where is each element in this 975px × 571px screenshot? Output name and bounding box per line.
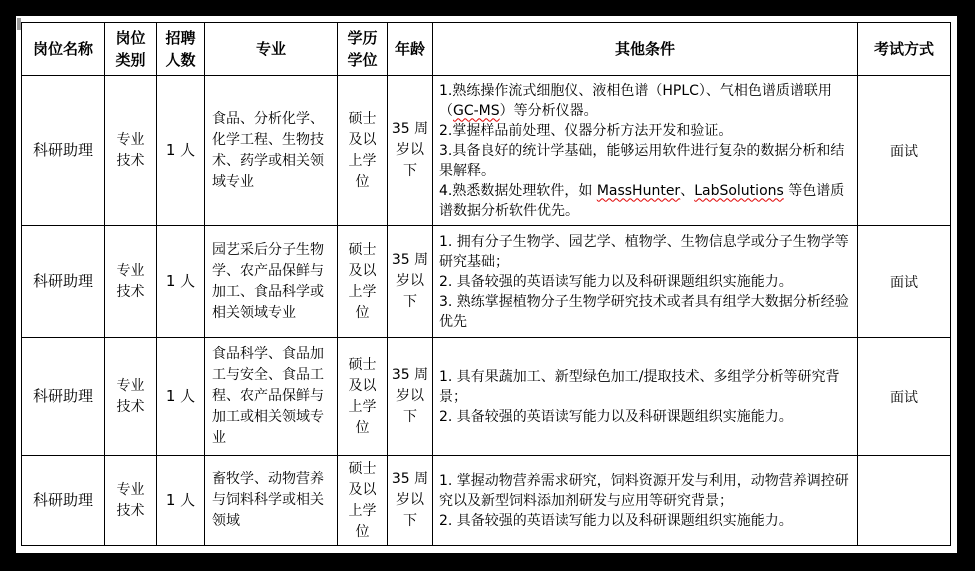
exam-cell: 面试 — [858, 76, 951, 226]
position-cell: 科研助理 — [22, 338, 105, 456]
conditions-cell — [433, 456, 858, 546]
headcount-cell: 1 人 — [157, 226, 205, 338]
headcount-cell: 1 人 — [157, 456, 205, 546]
degree-cell: 硕士及以上学位 — [338, 456, 388, 546]
major-cell: 园艺采后分子生物学、农产品保鲜与加工、食品科学或相关领域专业 — [205, 226, 338, 338]
header-exam: 考试方式 — [858, 23, 951, 76]
condition-line: 2. 具备较强的英语读写能力以及科研课题组织实施能力。 — [439, 408, 793, 425]
job-row — [22, 226, 951, 338]
condition-line: 4.熟悉数据处理软件，如 MassHunter、LabSolutions 等色谱质谱数据分析软件优先。 — [439, 182, 845, 219]
position-cell: 科研助理 — [22, 76, 105, 226]
header-headcount: 招聘人数 — [157, 23, 205, 76]
header-degree: 学历学位 — [338, 23, 388, 76]
degree-cell: 硕士及以上学位 — [338, 338, 388, 456]
age-cell: 35 周岁以下 — [388, 338, 433, 456]
condition-line: 1. 拥有分子生物学、园艺学、植物学、生物信息学或分子生物学等研究基础； — [439, 233, 849, 270]
age-cell: 35 周岁以下 — [388, 456, 433, 546]
header-category: 岗位类别 — [105, 23, 157, 76]
header-age: 年龄 — [388, 23, 433, 76]
recruitment-table — [21, 22, 951, 546]
condition-line: 2. 具备较强的英语读写能力以及科研课题组织实施能力。 — [439, 273, 793, 290]
conditions-cell — [433, 338, 858, 456]
category-cell: 专业技术 — [105, 338, 157, 456]
job-row — [22, 456, 951, 546]
condition-line: 3. 熟练掌握植物分子生物学研究技术或者具有组学大数据分析经验优先 — [439, 293, 849, 330]
conditions-cell — [433, 76, 858, 226]
major-cell: 畜牧学、动物营养与饲料科学或相关领域 — [205, 456, 338, 546]
category-cell: 专业技术 — [105, 226, 157, 338]
condition-line: 3.具备良好的统计学基础，能够运用软件进行复杂的数据分析和结果解释。 — [439, 142, 845, 179]
position-cell: 科研助理 — [22, 226, 105, 338]
degree-cell: 硕士及以上学位 — [338, 226, 388, 338]
spellcheck-squiggle: GC-MS — [453, 102, 500, 119]
headcount-cell: 1 人 — [157, 338, 205, 456]
header-row — [22, 23, 951, 76]
degree-cell: 硕士及以上学位 — [338, 76, 388, 226]
category-cell: 专业技术 — [105, 456, 157, 546]
exam-cell — [858, 456, 951, 546]
exam-cell: 面试 — [858, 226, 951, 338]
condition-line: 1. 掌握动物营养需求研究，饲料资源开发与利用，动物营养调控研究以及新型饲料添加剂研发与应用等研究背景； — [439, 472, 849, 509]
conditions-cell — [433, 226, 858, 338]
header-conditions: 其他条件 — [433, 23, 858, 76]
major-cell: 食品科学、食品加工与安全、食品工程、农产品保鲜与加工或相关领域专业 — [205, 338, 338, 456]
exam-cell: 面试 — [858, 338, 951, 456]
document-page — [16, 16, 957, 553]
header-major: 专业 — [205, 23, 338, 76]
major-cell: 食品、分析化学、化学工程、生物技术、药学或相关领域专业 — [205, 76, 338, 226]
age-cell: 35 周岁以下 — [388, 226, 433, 338]
header-position: 岗位名称 — [22, 23, 105, 76]
condition-line: 2.掌握样品前处理、仪器分析方法开发和验证。 — [439, 122, 733, 139]
job-row — [22, 76, 951, 226]
position-cell: 科研助理 — [22, 456, 105, 546]
age-cell: 35 周岁以下 — [388, 76, 433, 226]
condition-line: 2. 具备较强的英语读写能力以及科研课题组织实施能力。 — [439, 512, 793, 529]
job-row — [22, 338, 951, 456]
spellcheck-squiggle: MassHunter — [596, 182, 681, 199]
category-cell: 专业技术 — [105, 76, 157, 226]
condition-line: 1.熟练操作流式细胞仪、液相色谱（HPLC）、气相色谱质谱联用（GC-MS）等分析仪器。 — [439, 82, 832, 119]
condition-line: 1. 具有果蔬加工、新型绿色加工/提取技术、多组学分析等研究背景； — [439, 368, 840, 405]
spellcheck-squiggle: LabSolutions — [694, 182, 784, 199]
headcount-cell: 1 人 — [157, 76, 205, 226]
